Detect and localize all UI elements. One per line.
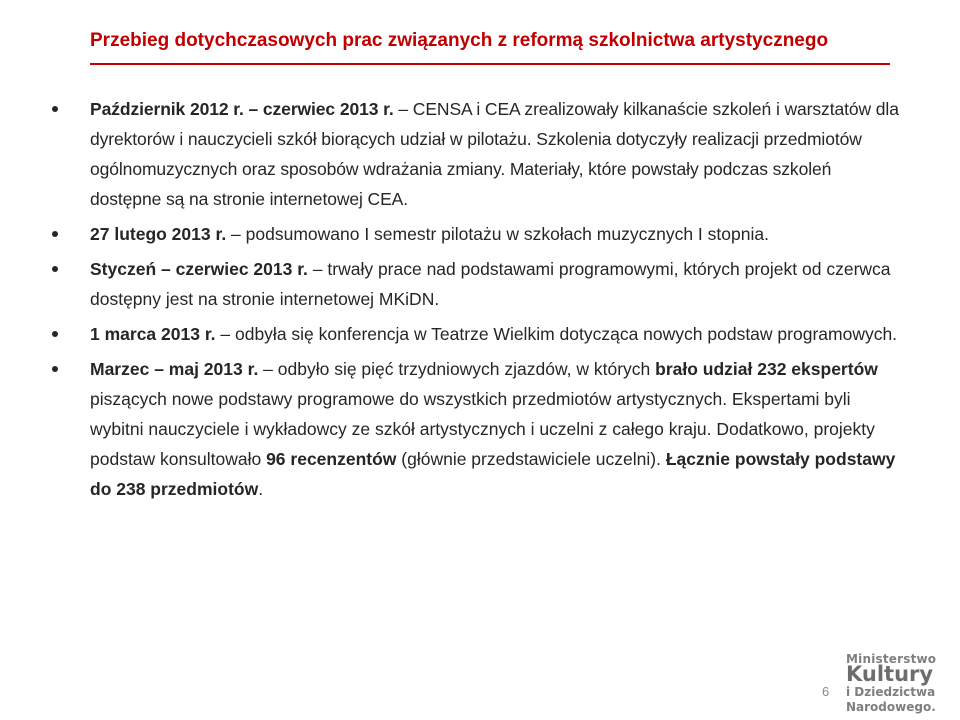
bullet-text: . bbox=[258, 479, 264, 499]
ministry-logo bbox=[846, 652, 956, 716]
bullet-lead: 1 marca 2013 r. bbox=[90, 324, 216, 344]
bullet-lead: Styczeń – czerwiec 2013 r. bbox=[90, 259, 308, 279]
bullet-emphasis: Łącznie powstały podstawy do 238 przedmiotów bbox=[90, 449, 896, 499]
bullet-text: – odbyło się pięć trzydniowych zjazdów, w których bbox=[258, 359, 656, 379]
title-underline bbox=[90, 63, 890, 65]
logo-line: Narodowego. bbox=[846, 700, 936, 714]
bullet-item bbox=[52, 319, 902, 349]
bullet-item bbox=[52, 254, 902, 314]
bullet-text: – odbyła się konferencja w Teatrze Wielkim dotycząca nowych podstaw programowych. bbox=[215, 324, 898, 344]
bullet-emphasis: 96 recenzentów bbox=[266, 449, 397, 469]
bullet-item bbox=[52, 219, 902, 249]
bullet-text: (głównie przedstawiciele uczelni). bbox=[396, 449, 666, 469]
bullet-dot-icon bbox=[52, 231, 58, 237]
bullet-text: – CENSA i CEA zrealizowały kilkanaście szkoleń i warsztatów dla dyrektorów i nauczycieli szkół biorących udział w pilotażu. Szkolenia dotyczyły realizacji przedmiotów ogólnomuzycznych oraz sposobów wdrażania zmiany. Materiały, które powstały podczas szkoleń dostępne są na stronie internetowej CEA. bbox=[90, 99, 899, 209]
bullet-dot-icon bbox=[52, 266, 58, 272]
bullet-dot-icon bbox=[52, 366, 58, 372]
bullet-dot-icon bbox=[52, 331, 58, 337]
bullet-emphasis: brało udział 232 ekspertów bbox=[655, 359, 878, 379]
bullet-lead: 27 lutego 2013 r. bbox=[90, 224, 227, 244]
logo-line: Kultury bbox=[846, 662, 934, 686]
bullet-dot-icon bbox=[52, 106, 58, 112]
bullet-text: – trwały prace nad podstawami programowymi, których projekt od czerwca dostępny jest na stronie internetowej MKiDN. bbox=[90, 259, 891, 309]
bullet-lead: Październik 2012 r. – czerwiec 2013 r. bbox=[90, 99, 394, 119]
bullet-list bbox=[52, 94, 902, 509]
logo-line: i Dziedzictwa bbox=[846, 685, 936, 699]
bullet-item bbox=[52, 354, 902, 504]
page-number: 6 bbox=[822, 684, 830, 699]
slide-title: Przebieg dotychczasowych prac związanych z reformą szkolnictwa artystycznego bbox=[90, 30, 829, 51]
bullet-item bbox=[52, 94, 902, 214]
bullet-lead: Marzec – maj 2013 r. bbox=[90, 359, 259, 379]
bullet-text: – podsumowano I semestr pilotażu w szkołach muzycznych I stopnia. bbox=[226, 224, 769, 244]
bullet-text: piszących nowe podstawy programowe do wszystkich przedmiotów artystycznych. Ekspertami byli wybitni nauczyciele i wykładowcy ze szkół artystycznych i uczelni z całego kraju. Dodatkowo, projekty podstaw konsultowało bbox=[90, 389, 875, 469]
logo-line: Ministerstwo bbox=[846, 652, 937, 666]
